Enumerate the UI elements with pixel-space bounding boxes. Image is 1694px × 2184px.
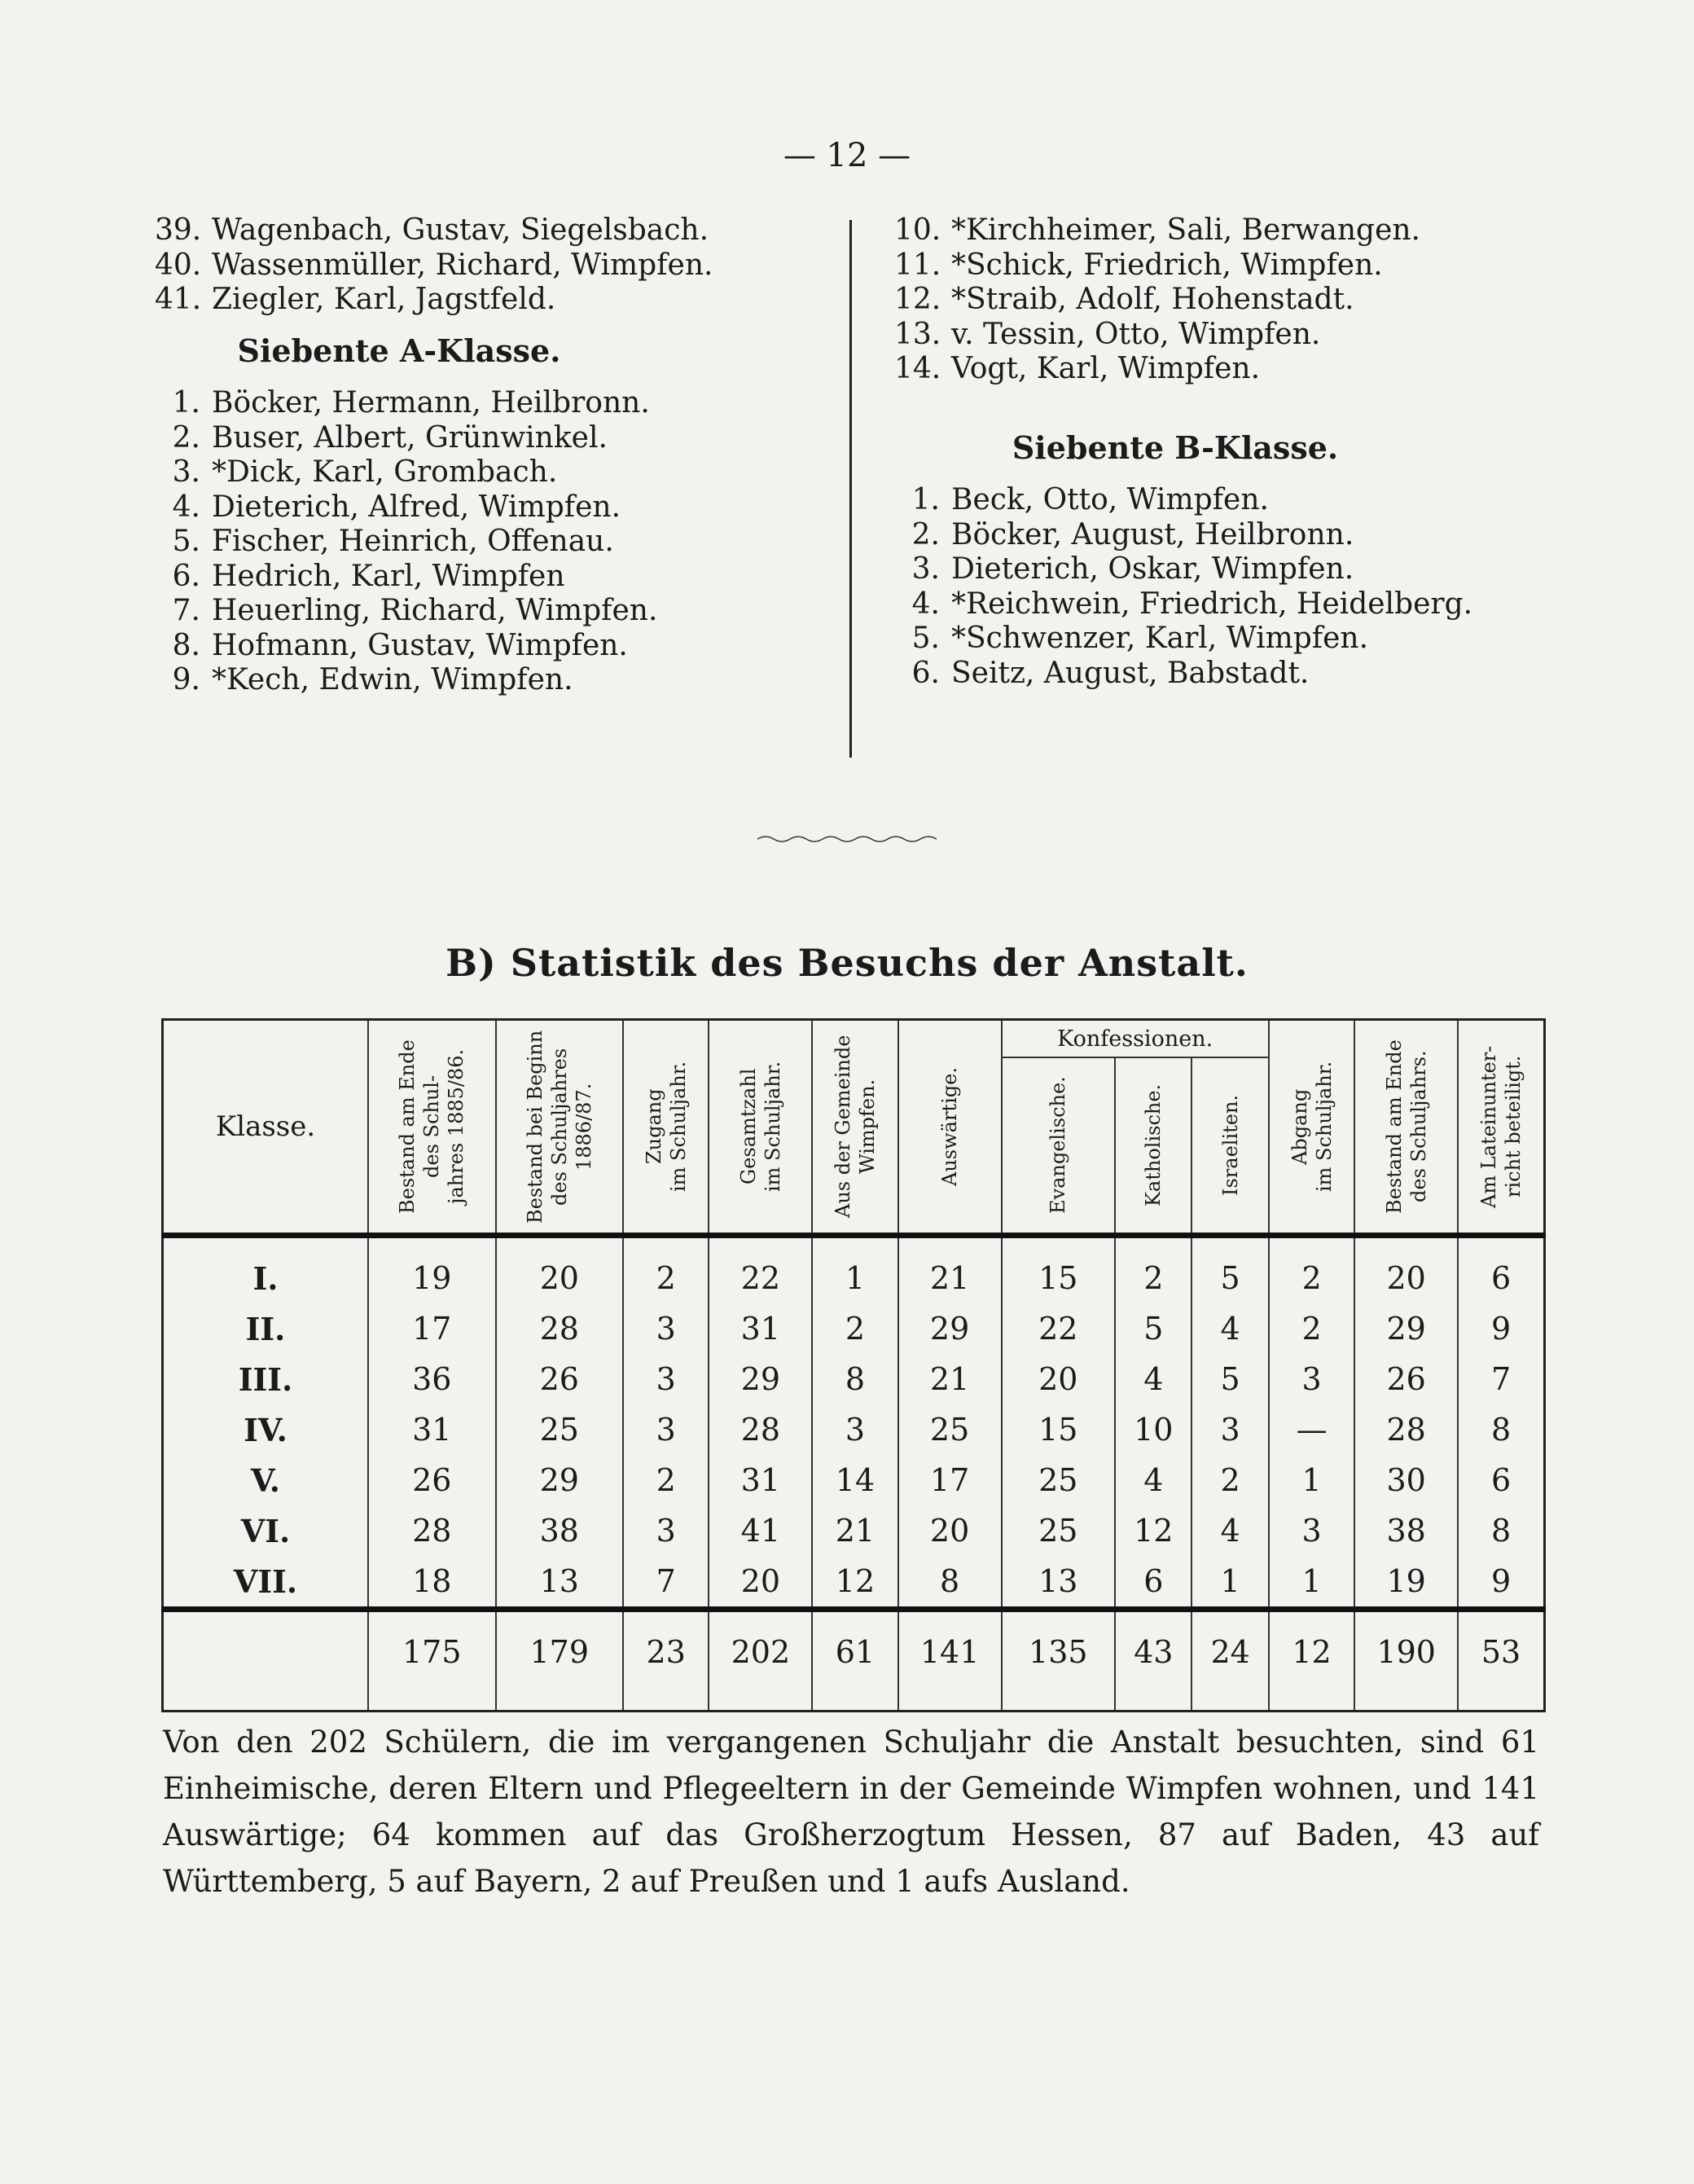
list-item: [155, 594, 831, 629]
left-column: [155, 213, 831, 698]
page-number: — 12 —: [783, 137, 911, 174]
list-item-text: *Kech, Edwin, Wimpfen.: [212, 663, 573, 697]
table-cell: 26: [496, 1354, 624, 1404]
table-cell: 28: [496, 1303, 624, 1354]
table-cell: 13: [1002, 1556, 1116, 1610]
list-item-text: Beck, Otto, Wimpfen.: [951, 483, 1269, 516]
table-cell: 25: [1002, 1455, 1116, 1505]
table-cell: 3: [623, 1404, 709, 1455]
table-cell: 6: [1458, 1455, 1544, 1505]
list-item-text: Seitz, August, Babstadt.: [951, 656, 1310, 690]
total-cell: 23: [623, 1610, 709, 1712]
list-item-text: Böcker, August, Heilbronn.: [951, 517, 1354, 551]
table-row: [163, 1303, 1545, 1354]
table-cell: 28: [1354, 1404, 1458, 1455]
table-cell: 8: [1458, 1404, 1544, 1455]
right-column: [894, 213, 1595, 691]
table-cell: 6: [1458, 1236, 1544, 1304]
total-cell: 24: [1192, 1610, 1268, 1712]
table-cell: 29: [709, 1354, 812, 1404]
table-cell: 20: [496, 1236, 624, 1304]
list-item: [155, 283, 831, 318]
table-cell: 25: [496, 1404, 624, 1455]
table-cell: 6: [1115, 1556, 1192, 1610]
table-cell: 3: [623, 1354, 709, 1404]
table-cell: 26: [1354, 1354, 1458, 1404]
table-cell: 36: [368, 1354, 496, 1404]
row-klasse: III.: [163, 1354, 369, 1404]
header-konfessionen: Konfessionen.: [1002, 1020, 1269, 1058]
header-col: Bestand am Ende des Schul- jahres 1885/86.: [368, 1020, 496, 1236]
header-col: Zugang im Schuljahr.: [623, 1020, 709, 1236]
summary-paragraph: Von den 202 Schülern, die im vergangenen Schuljahr die Anstalt besuchten, sind 61 Einheimische, deren Eltern und Pflegeeltern in der Gemeinde Wimpfen wohnen, und 141 Auswärtige; 64 kommen auf das Großherzogtum Hessen, 87 auf Baden, 43 auf Württemberg, 5 auf Bayern, 2 auf Preußen und 1 aufs Ausland.: [163, 1725, 1539, 1899]
list-item-text: Ziegler, Karl, Jagstfeld.: [212, 283, 556, 316]
table-cell: 28: [368, 1505, 496, 1556]
list-item-text: Wassenmüller, Richard, Wimpfen.: [212, 248, 713, 282]
list-item: [894, 318, 1595, 353]
row-klasse: VI.: [163, 1505, 369, 1556]
list-item-text: *Straib, Adolf, Hohenstadt.: [951, 283, 1354, 316]
total-cell: 202: [709, 1610, 812, 1712]
list-item-number: 2.: [911, 517, 940, 551]
list-item: [894, 622, 1595, 657]
table-cell: 12: [1115, 1505, 1192, 1556]
table-cell: 9: [1458, 1303, 1544, 1354]
right-section-title: Siebente B-Klasse.: [1012, 428, 1339, 466]
table-cell: 5: [1115, 1303, 1192, 1354]
table-cell: 19: [1354, 1556, 1458, 1610]
left-continuation-list: [155, 213, 831, 318]
column-divider: [849, 220, 852, 758]
table-cell: 20: [1354, 1236, 1458, 1304]
header-col: Bestand bei Beginn des Schuljahres 1886/87.: [496, 1020, 624, 1236]
list-item: [155, 455, 831, 490]
header-col: Bestand am Ende des Schuljahrs.: [1354, 1020, 1458, 1236]
row-klasse: II.: [163, 1303, 369, 1354]
table-cell: 15: [1002, 1236, 1116, 1304]
list-item-text: Dieterich, Oskar, Wimpfen.: [951, 552, 1354, 586]
list-item: [155, 560, 831, 595]
list-item-number: 40.: [155, 248, 202, 282]
total-cell: 141: [898, 1610, 1002, 1712]
total-cell: 135: [1002, 1610, 1116, 1712]
table-cell: 2: [623, 1455, 709, 1505]
list-item: [894, 483, 1595, 518]
left-section-title: Siebente A-Klasse.: [237, 332, 561, 369]
list-item: [894, 283, 1595, 318]
table-cell: 4: [1192, 1505, 1268, 1556]
table-row: [163, 1455, 1545, 1505]
table-cell: 41: [709, 1505, 812, 1556]
row-klasse: IV.: [163, 1404, 369, 1455]
table-cell: 5: [1192, 1354, 1268, 1404]
table-row: [163, 1404, 1545, 1455]
table-cell: 3: [812, 1404, 897, 1455]
list-item: [155, 213, 831, 248]
list-item-text: Hofmann, Gustav, Wimpfen.: [212, 628, 628, 662]
list-item: [894, 518, 1595, 553]
list-item: [155, 248, 831, 283]
header-col: Aus der Gemeinde Wimpfen.: [812, 1020, 897, 1236]
statistics-body: [163, 1236, 1545, 1610]
header-col: Gesamtzahl im Schuljahr.: [709, 1020, 812, 1236]
table-cell: —: [1269, 1404, 1354, 1455]
table-row: [163, 1354, 1545, 1404]
left-class-list: [155, 386, 831, 698]
table-cell: 8: [1458, 1505, 1544, 1556]
table-cell: 9: [1458, 1556, 1544, 1610]
list-item: [155, 490, 831, 525]
table-cell: 38: [1354, 1505, 1458, 1556]
header-col: Am Lateinunter- richt beteiligt.: [1458, 1020, 1544, 1236]
table-cell: 15: [1002, 1404, 1116, 1455]
table-cell: 25: [898, 1404, 1002, 1455]
table-cell: 20: [709, 1556, 812, 1610]
table-cell: 1: [812, 1236, 897, 1304]
stats-heading: B) Statistik des Besuchs der Anstalt.: [445, 941, 1249, 985]
list-item-number: 39.: [155, 213, 202, 247]
table-cell: 20: [898, 1505, 1002, 1556]
table-cell: 21: [898, 1236, 1002, 1304]
list-item-number: 3.: [911, 552, 940, 586]
table-row: [163, 1556, 1545, 1610]
right-class-list: [894, 483, 1595, 691]
list-item-text: v. Tessin, Otto, Wimpfen.: [951, 317, 1321, 351]
table-cell: 2: [812, 1303, 897, 1354]
total-cell: 43: [1115, 1610, 1192, 1712]
list-item-text: Hedrich, Karl, Wimpfen: [212, 559, 565, 593]
list-item-number: 12.: [894, 283, 941, 316]
table-cell: 3: [1192, 1404, 1268, 1455]
table-cell: 21: [812, 1505, 897, 1556]
list-item-text: *Schick, Friedrich, Wimpfen.: [951, 248, 1383, 282]
list-item-number: 6.: [172, 559, 200, 593]
table-cell: 10: [1115, 1404, 1192, 1455]
list-item-text: *Schwenzer, Karl, Wimpfen.: [951, 622, 1369, 655]
table-cell: 28: [709, 1404, 812, 1455]
table-cell: 3: [1269, 1505, 1354, 1556]
table-cell: 31: [368, 1404, 496, 1455]
table-cell: 2: [623, 1236, 709, 1304]
header-col: Evangelische.: [1002, 1057, 1116, 1236]
list-item: [155, 629, 831, 664]
table-cell: 8: [898, 1556, 1002, 1610]
list-item-text: Wagenbach, Gustav, Siegelsbach.: [212, 213, 709, 247]
total-cell: 179: [496, 1610, 624, 1712]
list-item-number: 8.: [172, 628, 200, 662]
table-cell: 20: [1002, 1354, 1116, 1404]
row-klasse: VII.: [163, 1556, 369, 1610]
table-cell: 38: [496, 1505, 624, 1556]
table-cell: 2: [1192, 1455, 1268, 1505]
table-row: [163, 1236, 1545, 1304]
table-cell: 8: [812, 1354, 897, 1404]
table-cell: 29: [898, 1303, 1002, 1354]
table-cell: 1: [1269, 1556, 1354, 1610]
list-item-number: 6.: [911, 656, 940, 690]
totals-label: [163, 1610, 369, 1712]
table-cell: 29: [496, 1455, 624, 1505]
table-cell: 18: [368, 1556, 496, 1610]
table-cell: 31: [709, 1455, 812, 1505]
list-item-number: 7.: [172, 594, 200, 627]
table-row: [163, 1505, 1545, 1556]
list-item: [894, 657, 1595, 692]
list-item-text: Fischer, Heinrich, Offenau.: [212, 525, 614, 558]
list-item: [894, 352, 1595, 387]
table-cell: 29: [1354, 1303, 1458, 1354]
right-continuation-list: [894, 213, 1595, 387]
list-item-number: 5.: [911, 622, 940, 655]
list-item-number: 14.: [894, 352, 941, 385]
table-cell: 4: [1115, 1354, 1192, 1404]
totals-row: [163, 1610, 1545, 1712]
list-item-text: Dieterich, Alfred, Wimpfen.: [212, 490, 621, 524]
list-item-number: 10.: [894, 213, 941, 247]
table-cell: 2: [1269, 1236, 1354, 1304]
header-col: Katholische.: [1115, 1057, 1192, 1236]
table-cell: 7: [623, 1556, 709, 1610]
table-cell: 5: [1192, 1236, 1268, 1304]
total-cell: 61: [812, 1610, 897, 1712]
list-item-number: 4.: [911, 587, 940, 621]
total-cell: 12: [1269, 1610, 1354, 1712]
list-item: [894, 587, 1595, 622]
list-item: [155, 421, 831, 456]
list-item-number: 41.: [155, 283, 202, 316]
table-cell: 3: [623, 1505, 709, 1556]
table-cell: 25: [1002, 1505, 1116, 1556]
list-item-number: 13.: [894, 317, 941, 351]
list-item: [894, 213, 1595, 248]
list-item: [894, 552, 1595, 587]
list-item-text: Böcker, Hermann, Heilbronn.: [212, 386, 650, 420]
list-item-text: Buser, Albert, Grünwinkel.: [212, 420, 608, 455]
table-cell: 4: [1115, 1455, 1192, 1505]
header-col: Auswärtige.: [898, 1020, 1002, 1236]
table-cell: 1: [1269, 1455, 1354, 1505]
header-col: Abgang im Schuljahr.: [1269, 1020, 1354, 1236]
list-item-number: 2.: [172, 420, 200, 455]
table-cell: 13: [496, 1556, 624, 1610]
table-cell: 3: [623, 1303, 709, 1354]
table-cell: 3: [1269, 1354, 1354, 1404]
list-item: [894, 248, 1595, 283]
table-cell: 4: [1192, 1303, 1268, 1354]
list-item: [155, 386, 831, 421]
list-item: [155, 525, 831, 560]
header-klasse: Klasse.: [163, 1020, 369, 1236]
total-cell: 190: [1354, 1610, 1458, 1712]
total-cell: 175: [368, 1610, 496, 1712]
list-item-number: 11.: [894, 248, 941, 282]
table-cell: 1: [1192, 1556, 1268, 1610]
table-cell: 22: [709, 1236, 812, 1304]
table-cell: 30: [1354, 1455, 1458, 1505]
list-item-text: Vogt, Karl, Wimpfen.: [951, 352, 1261, 385]
list-item-number: 1.: [172, 386, 200, 420]
table-cell: 14: [812, 1455, 897, 1505]
row-klasse: V.: [163, 1455, 369, 1505]
list-item-text: Heuerling, Richard, Wimpfen.: [212, 594, 658, 627]
list-item-number: 4.: [172, 490, 200, 524]
table-cell: 17: [368, 1303, 496, 1354]
list-item-number: 1.: [911, 483, 940, 516]
table-cell: 7: [1458, 1354, 1544, 1404]
table-cell: 2: [1115, 1236, 1192, 1304]
decorative-squiggle: [757, 833, 937, 846]
table-cell: 2: [1269, 1303, 1354, 1354]
list-item-text: *Reichwein, Friedrich, Heidelberg.: [951, 587, 1473, 621]
table-cell: 26: [368, 1455, 496, 1505]
list-item-number: 3.: [172, 455, 200, 489]
table-cell: 22: [1002, 1303, 1116, 1354]
statistics-table: [161, 1018, 1546, 1712]
list-item-number: 9.: [172, 663, 200, 697]
total-cell: 53: [1458, 1610, 1544, 1712]
row-klasse: I.: [163, 1236, 369, 1304]
table-cell: 12: [812, 1556, 897, 1610]
list-item-text: *Dick, Karl, Grombach.: [212, 455, 558, 489]
list-item-text: *Kirchheimer, Sali, Berwangen.: [951, 213, 1420, 247]
table-cell: 31: [709, 1303, 812, 1354]
table-cell: 17: [898, 1455, 1002, 1505]
table-cell: 21: [898, 1354, 1002, 1404]
list-item: [155, 663, 831, 698]
header-col: Israeliten.: [1192, 1057, 1268, 1236]
list-item-number: 5.: [172, 525, 200, 558]
table-cell: 19: [368, 1236, 496, 1304]
